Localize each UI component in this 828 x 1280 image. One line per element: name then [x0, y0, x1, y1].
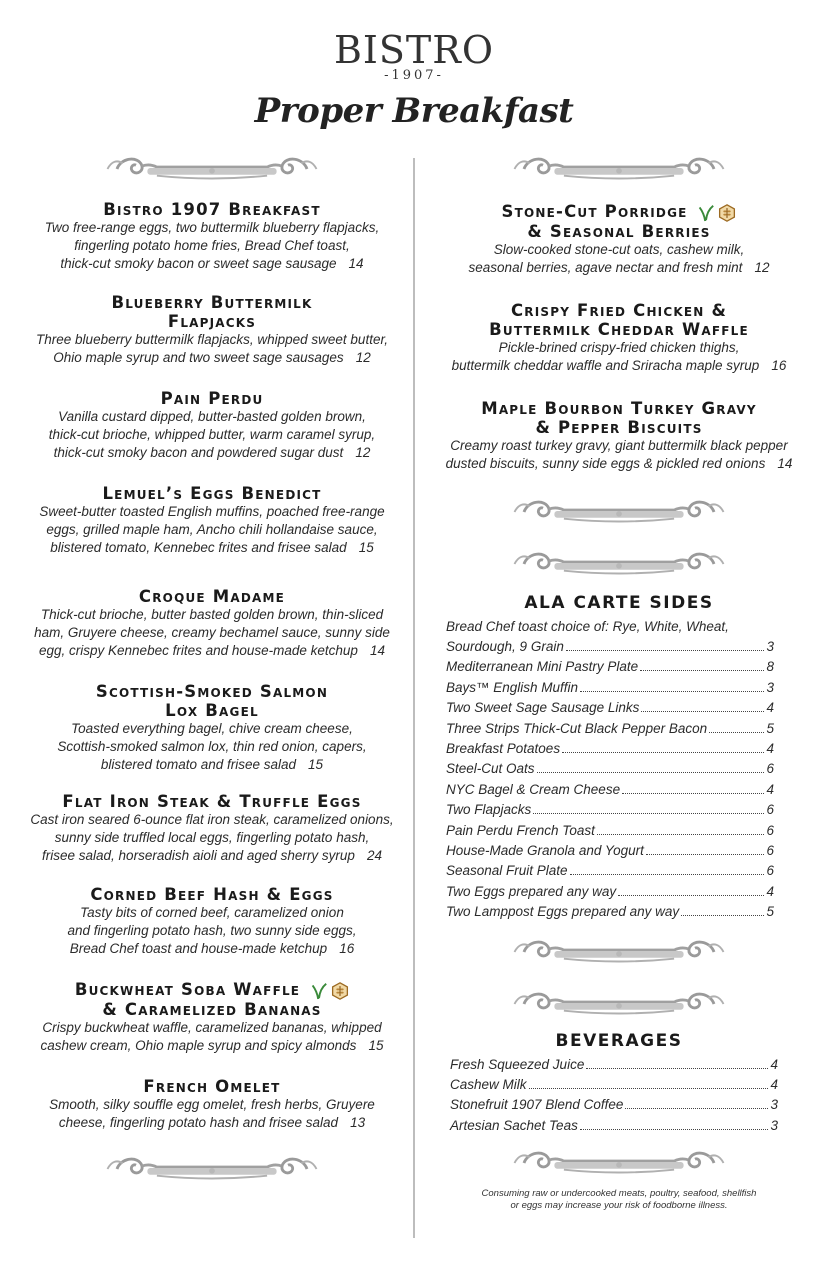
item-price: 24 — [366, 848, 382, 863]
desc-line: Scottish-smoked salmon lox, thin red onion, capers, — [57, 739, 367, 754]
leaf-vegan-icon — [311, 982, 327, 1000]
ornament-divider — [489, 1144, 749, 1182]
price-list-price: 4 — [766, 700, 774, 716]
dot-leader — [640, 670, 764, 671]
item-description — [28, 331, 396, 367]
gluten-free-icon — [331, 982, 349, 1000]
price-list-item — [450, 1095, 778, 1115]
item-price: 12 — [355, 350, 371, 365]
item-price: 15 — [358, 540, 374, 555]
item-description — [434, 241, 804, 277]
ornament-divider — [489, 150, 749, 188]
price-list-item — [446, 759, 774, 779]
item-title: Blueberry Buttermilk Flapjacks — [111, 293, 313, 331]
sides-intro: Bread Chef toast choice of: Rye, White, Wheat, — [446, 618, 729, 634]
menu-item — [28, 792, 396, 865]
dot-leader — [641, 711, 764, 712]
dot-leader — [681, 915, 764, 916]
price-list-label: Artesian Sachet Teas — [450, 1117, 578, 1133]
dot-leader — [622, 793, 764, 794]
desc-line: Tasty bits of corned beef, caramelized onion — [80, 905, 344, 920]
sides-title: ALA CARTE SIDES — [524, 592, 714, 613]
price-list-label: Two Lamppost Eggs prepared any way — [446, 904, 680, 920]
desc-line: Creamy roast turkey gravy, giant buttermilk black pepper — [450, 437, 788, 453]
price-list-label: Stonefruit 1907 Blend Coffee — [450, 1097, 624, 1113]
price-list-item — [446, 637, 774, 657]
desc-line: thick-cut smoky bacon and powdered sugar dust 12 — [53, 445, 371, 460]
desc-line: Two free-range eggs, two buttermilk blueberry flapjacks, — [44, 220, 380, 235]
item-price: 13 — [350, 1114, 366, 1130]
item-title: Crispy Fried Chicken & Buttermilk Cheddar Waffle — [489, 300, 749, 339]
item-title: Stone-Cut Porridge & Seasonal Berries — [434, 202, 804, 241]
ornament-divider — [489, 985, 749, 1023]
ornament-divider — [82, 1150, 342, 1188]
dot-leader — [562, 752, 764, 753]
price-list-price: 6 — [766, 761, 774, 777]
price-list-item — [446, 657, 774, 677]
item-price: 16 — [771, 357, 787, 373]
item-description — [28, 904, 396, 958]
menu-item — [28, 200, 396, 273]
dot-leader — [537, 772, 765, 773]
price-list-price: 8 — [766, 659, 774, 675]
item-title: Maple Bourbon Turkey Gravy & Pepper Biscuits — [481, 398, 757, 437]
menu-item — [434, 399, 804, 473]
price-list-item — [446, 739, 774, 759]
price-list-price: 5 — [766, 720, 774, 736]
price-list-label: Breakfast Potatoes — [446, 740, 561, 756]
price-list-price: 4 — [766, 740, 774, 756]
item-description — [28, 720, 396, 774]
menu-item — [434, 301, 804, 375]
price-list-item — [446, 698, 774, 718]
price-list-price: 3 — [770, 1117, 778, 1133]
price-list-item — [450, 1116, 778, 1136]
price-list-item — [446, 861, 774, 881]
desc-line: Vanilla custard dipped, butter-basted golden brown, — [58, 409, 366, 424]
menu-item — [28, 389, 396, 462]
brand-year: -1907- — [384, 68, 444, 83]
desc-line: Thick-cut brioche, butter basted golden brown, thin-sliced — [40, 607, 384, 622]
item-description — [28, 811, 396, 865]
price-list-item — [446, 841, 774, 861]
ornament-divider — [489, 493, 749, 531]
desc-line: cheese, fingerling potato hash and frisee salad 13 — [58, 1114, 366, 1130]
price-list-label: House-Made Granola and Yogurt — [446, 842, 644, 858]
menu-item — [28, 1077, 396, 1132]
price-list-label: Two Flapjacks — [446, 802, 532, 818]
price-list-label: Two Sweet Sage Sausage Links — [446, 700, 640, 716]
item-title: Corned Beef Hash & Eggs — [90, 885, 334, 904]
desc-line: Pickle-brined crispy-fried chicken thighs, — [498, 339, 740, 355]
item-price: 14 — [777, 455, 793, 471]
price-list-label: Cashew Milk — [450, 1077, 527, 1092]
desc-line: ham, Gruyere cheese, creamy bechamel sauce, sunny side — [34, 625, 390, 640]
desc-line: sunny side truffled local eggs, fingerling potato hash, — [54, 830, 370, 845]
item-price: 12 — [355, 445, 371, 460]
item-price: 14 — [348, 256, 364, 271]
item-price: 14 — [369, 643, 385, 658]
dot-leader — [580, 1129, 769, 1130]
price-list-item — [450, 1055, 778, 1075]
item-title: Scottish-Smoked Salmon Lox Bagel — [95, 682, 329, 720]
desc-line: egg, crispy Kennebec frites and house-made ketchup 14 — [39, 643, 385, 658]
dot-leader — [709, 732, 764, 733]
dot-leader — [646, 854, 765, 855]
desc-line: cashew cream, Ohio maple syrup and spicy almonds 15 — [40, 1037, 384, 1053]
ornament-divider — [489, 933, 749, 971]
beverages-list — [434, 1055, 804, 1137]
desc-line: Smooth, silky souffle egg omelet, fresh herbs, Gruyere — [49, 1096, 375, 1112]
desc-line: dusted biscuits, sunny side eggs & pickled red onions 14 — [445, 455, 793, 471]
dot-leader — [580, 691, 764, 692]
price-list-item — [446, 719, 774, 739]
item-title: Pain Perdu — [160, 389, 264, 408]
menu-item — [28, 293, 396, 367]
dot-leader — [586, 1068, 768, 1069]
leaf-vegan-icon — [698, 204, 714, 222]
price-list-label: Fresh Squeezed Juice — [450, 1056, 585, 1072]
sides-list — [434, 617, 804, 923]
menu-title: Proper Breakfast — [254, 91, 574, 131]
price-list-item — [446, 902, 774, 922]
desc-line: fingerling potato home fries, Bread Chef toast, — [74, 238, 350, 253]
beverages-title: BEVERAGES — [555, 1030, 683, 1051]
desc-line: Crispy buckwheat waffle, caramelized bananas, whipped — [42, 1019, 382, 1035]
price-list-item — [446, 882, 774, 902]
item-description — [434, 339, 804, 375]
price-list-item — [446, 780, 774, 800]
disclaimer-line: or eggs may increase your risk of foodborne illness. — [510, 1200, 728, 1212]
desc-line: thick-cut smoky bacon or sweet sage sausage 14 — [60, 256, 364, 271]
menu-header — [0, 30, 828, 131]
item-description — [434, 437, 804, 473]
item-description — [28, 219, 396, 273]
dot-leader — [597, 834, 765, 835]
item-price: 16 — [339, 941, 355, 956]
price-list-label: Sourdough, 9 Grain — [446, 638, 564, 654]
price-list-price: 5 — [766, 904, 774, 920]
desc-line: Bread Chef toast and house-made ketchup 16 — [69, 941, 355, 956]
dot-leader — [566, 650, 765, 651]
desc-line: Sweet-butter toasted English muffins, poached free-range — [39, 504, 385, 519]
menu-item — [28, 885, 396, 958]
item-description — [28, 1019, 396, 1055]
item-description — [28, 1096, 396, 1132]
desc-line: Ohio maple syrup and two sweet sage sausages 12 — [53, 350, 371, 365]
desc-line: eggs, grilled maple ham, Ancho chili hollandaise sauce, — [46, 522, 378, 537]
desc-line: blistered tomato, Kennebec frites and frisee salad 15 — [50, 540, 374, 555]
desc-line: Toasted everything bagel, chive cream cheese, — [71, 721, 353, 736]
price-list-item — [446, 800, 774, 820]
price-list-label: Steel-Cut Oats — [446, 761, 535, 777]
price-list-price: 6 — [766, 863, 774, 879]
price-list-item — [450, 1075, 778, 1095]
price-list-price: 3 — [766, 679, 774, 695]
item-title: Bistro 1907 Breakfast — [103, 200, 321, 219]
gluten-free-icon — [718, 204, 736, 222]
left-column — [28, 150, 396, 1188]
item-price: 15 — [368, 1037, 384, 1053]
ornament-divider — [489, 545, 749, 583]
price-list-label: Seasonal Fruit Plate — [446, 863, 568, 879]
price-list-price: 3 — [770, 1097, 778, 1113]
price-list-price: 4 — [770, 1077, 778, 1092]
price-list-price: 6 — [766, 842, 774, 858]
price-list-label: Mediterranean Mini Pastry Plate — [446, 659, 639, 675]
price-list-price: 4 — [766, 781, 774, 797]
health-disclaimer — [434, 1188, 804, 1212]
disclaimer-line: Consuming raw or undercooked meats, poultry, seafood, shellfish — [481, 1188, 757, 1200]
menu-item — [28, 980, 396, 1055]
desc-line: Slow-cooked stone-cut oats, cashew milk, — [493, 241, 745, 257]
item-description — [28, 606, 396, 660]
price-list-label: Bays™ English Muffin — [446, 679, 579, 695]
item-title: Flat Iron Steak & Truffle Eggs — [62, 792, 362, 811]
dot-leader — [533, 813, 764, 814]
desc-line: Cast iron seared 6-ounce flat iron steak, caramelized onions, — [30, 812, 394, 827]
item-price: 12 — [754, 259, 770, 275]
dot-leader — [625, 1108, 768, 1109]
price-list-label: Pain Perdu French Toast — [446, 822, 595, 838]
desc-line: and fingerling potato hash, two sunny side eggs, — [67, 923, 357, 938]
menu-item — [28, 484, 396, 557]
item-title: Croque Madame — [138, 587, 286, 606]
desc-line: seasonal berries, agave nectar and fresh mint 12 — [468, 259, 770, 275]
item-title: French Omelet — [143, 1076, 281, 1096]
price-list-label: Three Strips Thick-Cut Black Pepper Bacon — [446, 720, 708, 736]
price-list-price: 6 — [766, 822, 774, 838]
desc-line: thick-cut brioche, whipped butter, warm caramel syrup, — [48, 427, 376, 442]
dot-leader — [618, 895, 764, 896]
price-list-price: 6 — [766, 802, 774, 818]
price-list-price: 4 — [766, 883, 774, 899]
price-list-label: NYC Bagel & Cream Cheese — [446, 781, 621, 797]
price-list-item — [446, 821, 774, 841]
desc-line: blistered tomato and frisee salad 15 — [100, 757, 324, 772]
menu-item — [28, 682, 396, 774]
column-divider — [413, 158, 415, 1238]
menu-item — [28, 587, 396, 660]
dot-leader — [570, 874, 765, 875]
price-list-label: Two Eggs prepared any way — [446, 883, 617, 899]
ornament-divider — [82, 150, 342, 188]
item-title: Buckwheat Soba Waffle & Caramelized Bananas — [28, 980, 396, 1019]
price-list-item — [446, 678, 774, 698]
desc-line: buttermilk cheddar waffle and Sriracha maple syrup 16 — [451, 357, 787, 373]
item-title: Lemuel’s Eggs Benedict — [102, 484, 322, 503]
item-price: 15 — [308, 757, 324, 772]
price-list-price: 4 — [770, 1056, 778, 1072]
item-description — [28, 503, 396, 557]
price-list-price: 3 — [766, 638, 774, 654]
menu-item — [434, 202, 804, 277]
item-description — [28, 408, 396, 462]
right-column — [434, 150, 804, 1212]
dot-leader — [529, 1088, 769, 1089]
desc-line: Three blueberry buttermilk flapjacks, whipped sweet butter, — [36, 332, 388, 347]
brand-name: BISTRO — [333, 28, 495, 72]
desc-line: frisee salad, horseradish aioli and aged sherry syrup 24 — [42, 848, 382, 863]
